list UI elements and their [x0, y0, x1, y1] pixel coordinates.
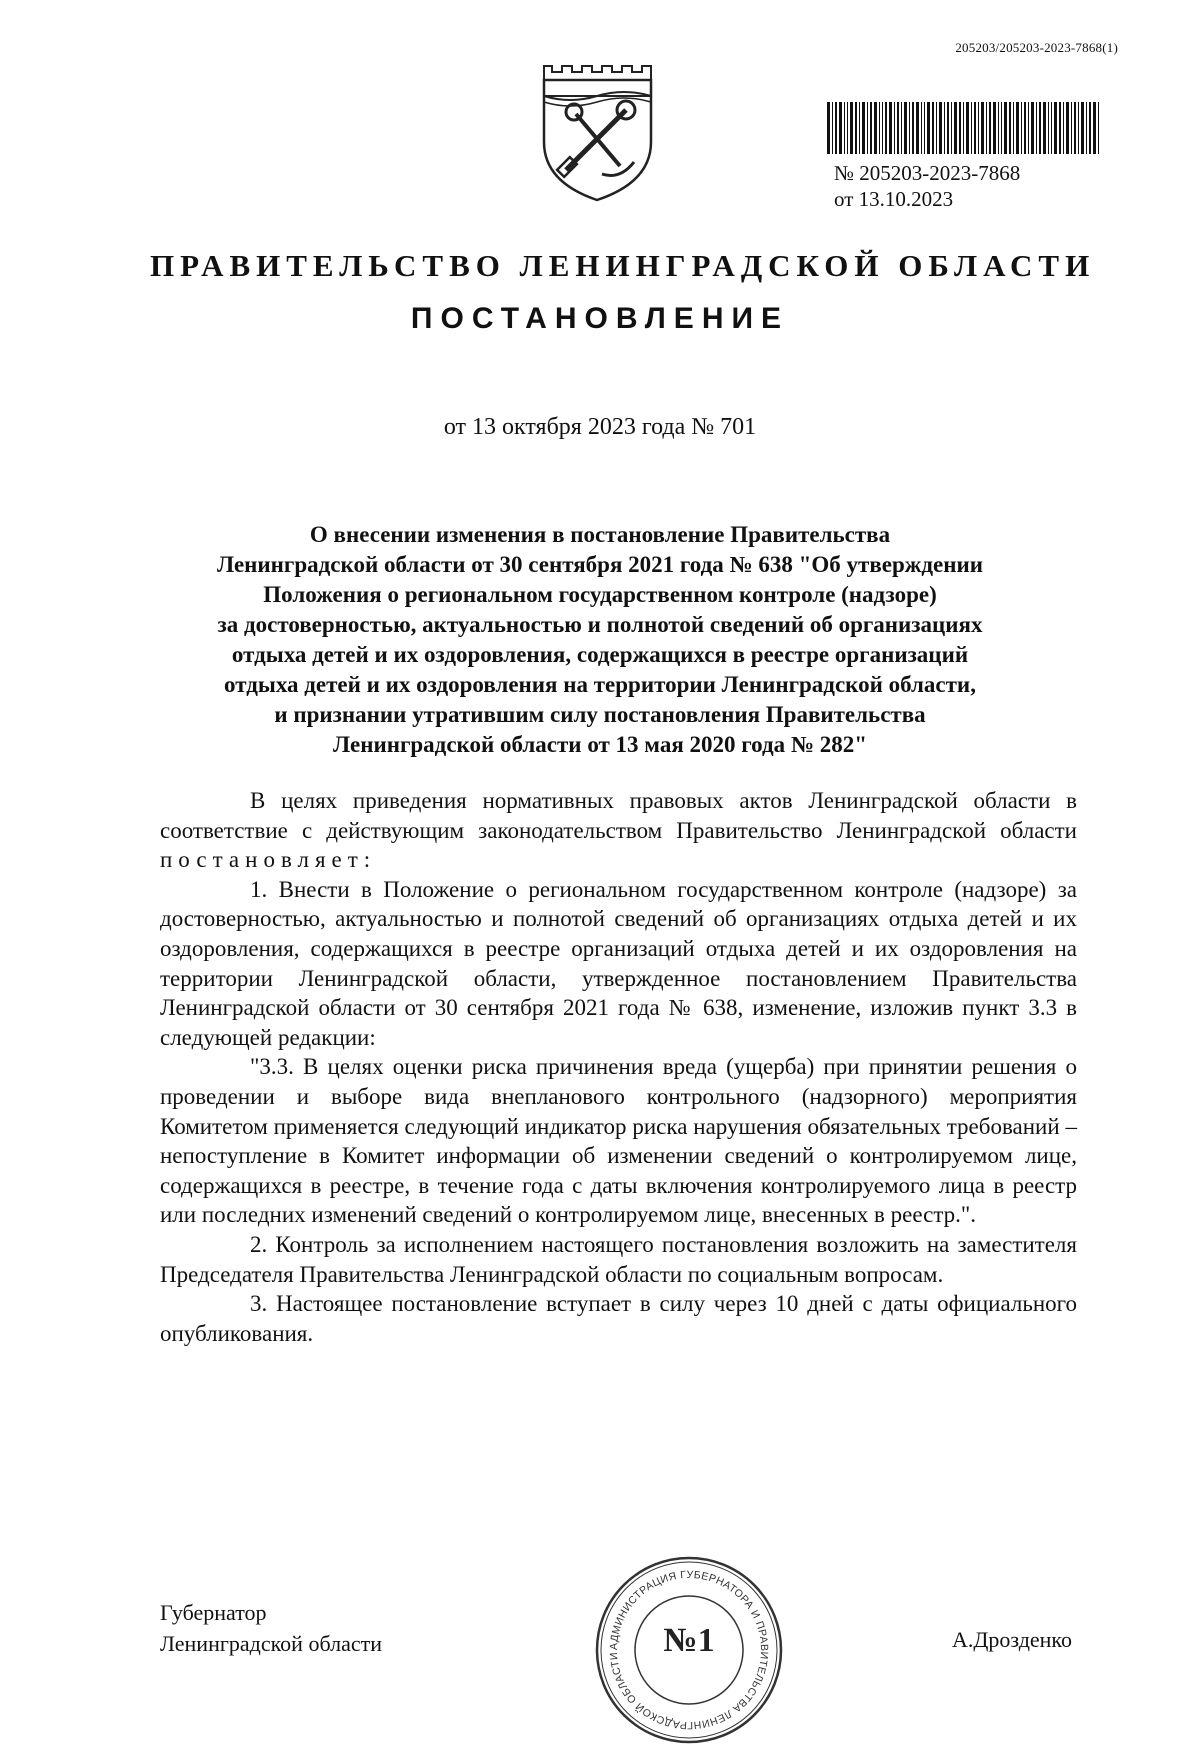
registration-date: от 13.10.2023 [834, 187, 954, 211]
subject-line: за достоверностью, актуальностью и полнотой сведений об организациях [217, 612, 983, 637]
subject-line: отдыха детей и их оздоровления на территории Ленинградской области, [224, 672, 976, 697]
signer-position-line: Ленинградской области [160, 1631, 382, 1656]
resolves-word: постановляет: [160, 847, 377, 873]
document-type: ПОСТАНОВЛЕНИЕ [410, 302, 790, 335]
item-1-paragraph: 1. Внести в Положение о региональном государственном контроле (надзоре) за достоверностью, актуальностью и полнотой сведений об организациях отдыха детей и их оздоровления, содержащихся в реестре организаций отдыха детей и их оздоровления на территории Ленинградской области, утвержденное постановлением Правительства Ленинградской области от 30 сентября 2021 года № 638, изменение, изложив пункт 3.3 в следующей редакции: [160, 876, 1077, 1050]
government-title: ПРАВИТЕЛЬСТВО ЛЕНИНГРАДСКОЙ ОБЛАСТИ [150, 248, 1096, 283]
document-body [160, 786, 1077, 1348]
subject-line: Ленинградской области от 30 сентября 2021 года № 638 "Об утверждении [216, 552, 984, 577]
item-3-paragraph: 3. Настоящее постановление вступает в силу через 10 дней с даты официального опубликования. [160, 1291, 1077, 1346]
preamble-text: В целях приведения нормативных правовых актов Ленинградской области в соответствие с действующим законодательством Правительство Ленинградской области [160, 788, 1077, 843]
item-1-quote-paragraph: "3.3. В целях оценки риска причинения вреда (ущерба) при принятии решения о проведении и выборе вида внепланового контрольного (надзорного) мероприятия Комитетом применяется следующий индикатор риска нарушения обязательных требований – непоступление в Комитет информации об изменении сведений о контролируемом лице, содержащихся в реестре, в течение года с даты включения контролируемого лица в реестр или последних изменений сведений о контролируемом лице, внесенных в реестр.". [160, 1054, 1077, 1228]
item-2-paragraph: 2. Контроль за исполнением настоящего постановления возложить на заместителя Председателя Правительства Ленинградской области по социальным вопросам. [160, 1231, 1077, 1287]
signer-name: А.Дрозденко [952, 1627, 1072, 1652]
subject-line: Положения о региональном государственном контроле (надзоре) [263, 582, 937, 607]
document-date-number: от 13 октября 2023 года № 701 [443, 414, 757, 440]
signer-position-line: Губернатор [160, 1600, 267, 1625]
stamp-ring-text: АДМИНИСТРАЦИЯ ГУБЕРНАТОРА И ПРАВИТЕЛЬСТВА ЛЕНИНГРАДСКОЙ ОБЛАСТИ [607, 1568, 771, 1732]
document-code: 205203/205203-2023-7868(1) [955, 40, 1118, 55]
official-stamp [593, 1554, 785, 1746]
barcode [827, 102, 1099, 154]
subject-line: отдыха детей и их оздоровления, содержащихся в реестре организаций [231, 642, 969, 667]
signer-position [160, 1597, 382, 1659]
registration-number: № 205203-2023-7868 [834, 161, 1021, 185]
subject-line: Ленинградской области от 13 мая 2020 года № 282" [333, 732, 867, 757]
preamble-paragraph [160, 786, 1077, 875]
subject-line: О внесении изменения в постановление Правительства [309, 522, 891, 547]
leningrad-oblast-coat-of-arms-icon [540, 62, 655, 202]
registration-block [834, 160, 1020, 212]
subject-line: и признании утратившим силу постановления Правительства [274, 702, 926, 727]
stamp-number: №1 [663, 1622, 715, 1659]
document-subject [150, 520, 1050, 760]
